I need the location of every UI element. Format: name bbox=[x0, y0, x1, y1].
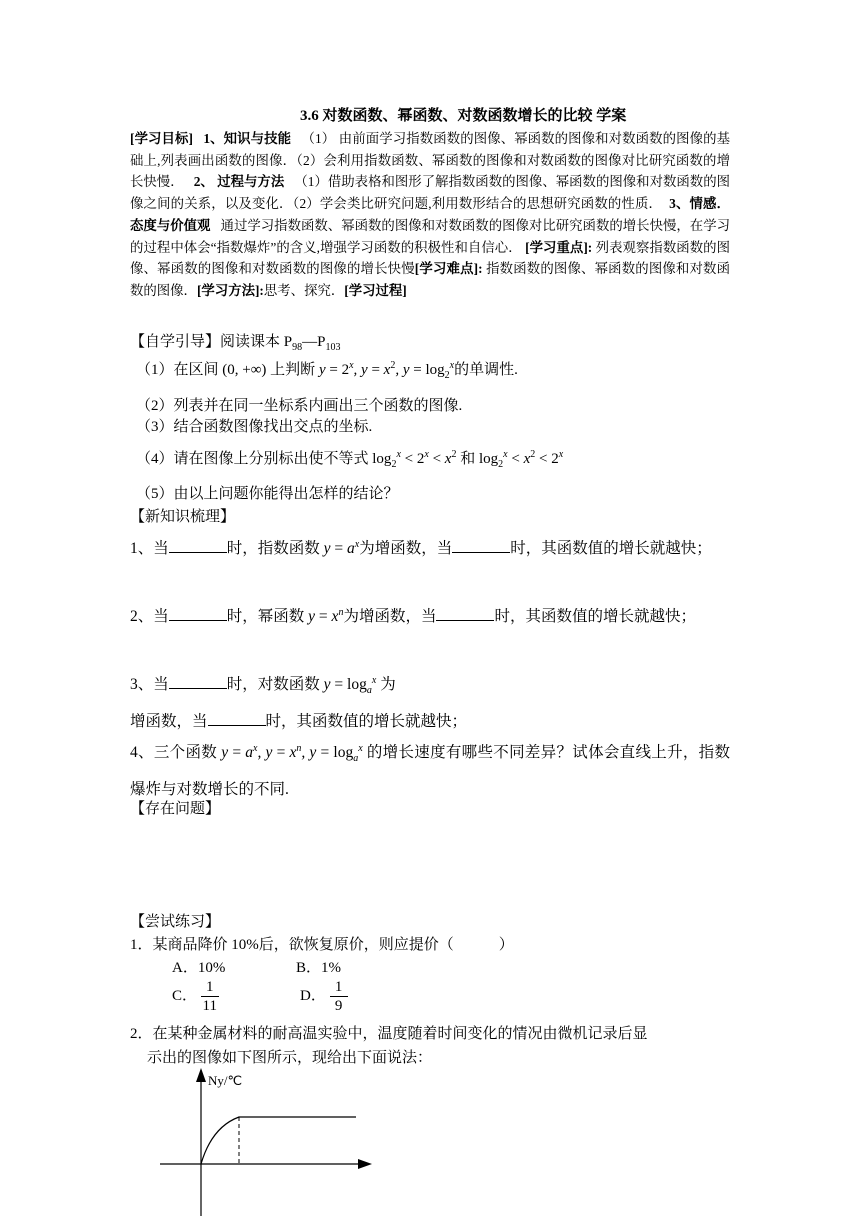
self-study-q3: （3）结合函数图像找出交点的坐标. bbox=[136, 419, 373, 435]
knowledge-item-3: 3、当 时，对数函数 $y = \log_a^x$ 为 增函数，当 时，其函数值的增长就越快； bbox=[130, 674, 468, 730]
goals-label: [学习目标] bbox=[130, 131, 194, 146]
new-knowledge-heading: 【新知识梳理】 bbox=[130, 509, 236, 525]
option-a: A．10% bbox=[172, 960, 226, 976]
knowledge-skills-label: 1、知识与技能 bbox=[203, 131, 292, 146]
inequality-1: $\log_2^x < 2^x < x^2$ bbox=[372, 449, 457, 470]
self-study-q2: （2）列表并在同一坐标系内画出三个函数的图像. bbox=[136, 398, 463, 414]
difficulty-text: 指数函数的图像、幂函数的图像和对数函数的图像． bbox=[130, 261, 731, 298]
option-d: D． $\frac{1}{9}$ bbox=[300, 978, 348, 1015]
self-study-q4: （4）请在图像上分别标出使不等式 $\log_2^x < 2^x < x^2$ 和 $\log_2^x < x^2 < 2^x$ bbox=[136, 449, 564, 470]
fraction-c: $\frac{1}{11}$ bbox=[202, 979, 217, 1014]
fraction-d: $\frac{1}{9}$ bbox=[330, 978, 348, 1015]
attitude-label: 3、情感．态度与价值观 bbox=[130, 196, 730, 233]
inequality-2: $\log_2^x < x^2 < 2^x$ bbox=[478, 449, 564, 470]
self-study-q5: （5）由以上问题你能得出怎样的结论？ bbox=[136, 486, 399, 502]
knowledge-item-1: 1、当 时，指数函数 $y = a^x$为增函数，当 时，其函数值的增长就越快； bbox=[130, 538, 712, 557]
y-axis-arrow bbox=[196, 1068, 206, 1082]
knowledge-item-4: 4、三个函数 $y = a^x$, $y = x^n$, $y = \log_a^x$ 的增长速度有哪些不同差异？试体会直线上升，指数爆炸与对数增长的不同. bbox=[130, 742, 730, 798]
practice-heading: 【尝试练习】 bbox=[130, 914, 221, 930]
interval-formula: (0, +∞) bbox=[222, 362, 267, 378]
practice-q2-line1: 2．在某种金属材料的耐高温实验中，温度随着时间变化的情况由微机记录后显 bbox=[130, 1026, 648, 1042]
knowledge-skills-text: （1） 由前面学习指数函数的图像、幂函数的图像和对数函数的图像的基础上,列表画出函数的图像．（2）会利用指数函数、幂函数的图像和对数函数的图像对比研究函数的增长快慢． bbox=[130, 131, 731, 190]
option-b: B．1% bbox=[296, 960, 342, 976]
y-axis-label: Ny/℃ bbox=[208, 1073, 243, 1088]
method-text: 思考、探究． bbox=[263, 282, 345, 298]
option-c: C． $\frac{1}{11}$ bbox=[172, 979, 217, 1014]
attitude-text: 通过学习指数函数、幂函数的图像和对数函数的图像对比研究函数的增长快慢，在学习的过程中体会“指数爆炸”的含义,增强学习函数的积极性和自信心． bbox=[130, 217, 731, 255]
self-study-heading: 【自学引导】阅读课本 $P_{98}—P_{103}$ bbox=[130, 334, 341, 353]
process-method-label: 2、 过程与方法 bbox=[193, 174, 285, 190]
practice-q2-line2: 示出的图像如下图所示，现给出下面说法： bbox=[147, 1050, 433, 1066]
self-study-q1: （1）在区间 (0, +∞) 上判断 y = 2$^x$, $y = x^2$, $y = \log_2^x$的单调性. bbox=[136, 360, 518, 381]
knowledge-item-2: 2、当 时，幂函数 $y = x^n$为增函数，当 时，其函数值的增长就越快； bbox=[130, 606, 696, 625]
problems-heading: 【存在问题】 bbox=[130, 801, 221, 817]
method-label: [学习方法]: bbox=[196, 282, 264, 298]
difficulty-label: [学习难点]: bbox=[414, 261, 483, 277]
page-title: 3.6 对数函数、幂函数、对数函数增长的比较 学案 bbox=[300, 108, 627, 124]
focus-text: 列表观察指数函数的图像、幂函数的图像和对数函数的图像的增长快慢 bbox=[130, 239, 730, 277]
x-axis-arrow bbox=[358, 1159, 372, 1169]
practice-q1: 1．某商品降价 10%后，欲恢复原价，则应提价（ ） bbox=[130, 937, 514, 953]
temperature-curve bbox=[201, 1117, 356, 1164]
process-method-text: （1）借助表格和图形了解指数函数的图像、幂函数的图像和对数函数的图像之间的关系，以及变化．（2）学会类比研究问题,利用数形结合的思想研究函数的性质． bbox=[130, 174, 731, 212]
focus-label: [学习重点]: bbox=[525, 239, 593, 255]
process-label: [学习过程] bbox=[344, 282, 407, 298]
three-functions-formula: y = 2$^x$, $y = x^2$, $y = \log_2^x$ bbox=[318, 360, 455, 381]
